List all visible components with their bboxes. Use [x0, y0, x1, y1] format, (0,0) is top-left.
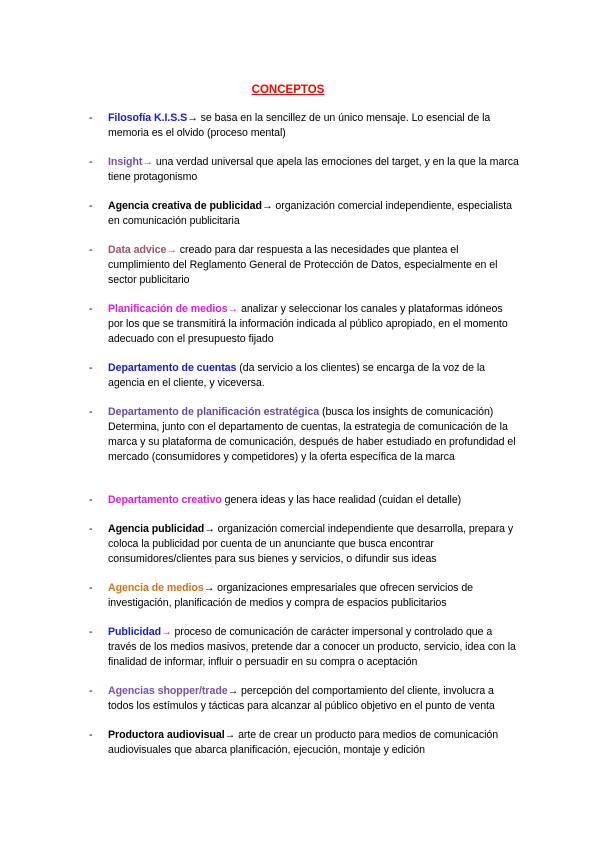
list-item	[108, 302, 520, 347]
definition-text: percepción del comportamiento del cliente, involucra a todos los estímulos y tácticas para alcanzar al público objetivo en el punto de venta	[108, 685, 495, 712]
arrow-icon: →	[227, 303, 239, 315]
arrow-icon: →	[142, 156, 153, 168]
list-item	[108, 111, 520, 141]
term-label: Publicidad	[108, 626, 162, 638]
list-item	[108, 155, 520, 185]
term-label: Departamento creativo	[108, 494, 222, 506]
list-bullet: -	[89, 156, 93, 168]
list-item	[108, 684, 520, 714]
list-item	[108, 493, 520, 508]
term-label: Productora audiovisual	[108, 729, 225, 741]
arrow-icon: →	[261, 200, 273, 212]
definition-text: arte de crear un producto para medios de comunicación audiovisuales que abarca planificación, ejecución, montaje y edición	[108, 729, 499, 756]
term-label: Insight	[108, 156, 143, 168]
page-title: CONCEPTOS	[251, 84, 325, 96]
list-bullet: -	[89, 729, 93, 741]
arrow-icon: →	[187, 112, 198, 124]
list-item	[108, 728, 520, 758]
definition-text: (da servicio a los clientes) se encarga de la voz de la agencia en el cliente, y viceversa.	[108, 362, 486, 389]
arrow-icon: →	[224, 729, 236, 741]
definition-text: (busca los insights de comunicación) Determina, junto con el departamento de cuentas, la estrategia de comunicación de la marca y su plataforma de comunicación, después de haber estudiado en profundidad el mercado (consumidores y competidores) y la oferta específica de la marca	[108, 406, 516, 463]
list-item	[108, 581, 520, 611]
list-item	[108, 243, 520, 288]
arrow-icon: →	[227, 685, 239, 697]
definition-text: creado para dar respuesta a las necesidades que plantea el cumplimiento del Reglamento General de Protección de Datos, especialmente en el sector publicitario	[108, 244, 498, 286]
list-bullet: -	[89, 582, 93, 594]
definition-text: organización comercial independiente, especialista en comunicación publicitaria	[108, 200, 512, 227]
list-bullet: -	[89, 200, 93, 212]
list-bullet: -	[89, 494, 93, 506]
term-label: Departamento de cuentas	[108, 362, 237, 374]
arrow-icon: →	[204, 523, 215, 535]
list-bullet: -	[89, 112, 93, 124]
list-bullet: -	[89, 362, 93, 374]
term-label: Agencia publicidad	[108, 523, 205, 535]
definition-text: analizar y seleccionar los canales y plataformas idóneos por los que se transmitirá la información indicada al público apropiado, en el momento adecuado con el presupuesto fijado	[108, 303, 508, 345]
definition-text: organizaciones empresariales que ofrecen servicios de investigación, planificación de medios y compra de espacios publicitarios	[108, 582, 474, 609]
term-label: Data advice	[108, 244, 167, 256]
list-bullet: -	[89, 523, 93, 535]
term-label: Agencias shopper/trade	[108, 685, 228, 697]
term-label: Agencia creativa de publicidad	[108, 200, 262, 212]
list-item	[108, 405, 520, 465]
list-item	[108, 625, 520, 670]
arrow-icon: →	[166, 244, 177, 256]
term-label: Agencia de medios	[108, 582, 204, 594]
definition-text: una verdad universal que apela las emociones del target, y en la que la marca tiene protagonismo	[108, 156, 519, 183]
list-bullet: -	[89, 626, 93, 638]
arrow-icon: →	[203, 582, 215, 594]
definition-text: proceso de comunicación de carácter impersonal y controlado que a través de los medios masivos, pretende dar a conocer un producto, servicio, idea con la finalidad de informar, influir o persuadir en su compra o aceptación	[108, 626, 516, 668]
list-bullet: -	[89, 244, 93, 256]
list-item	[108, 522, 520, 567]
term-label: Filosofía K.I.S.S	[108, 112, 188, 124]
list-bullet: -	[89, 303, 93, 315]
definition-text: organización comercial independiente que desarrolla, prepara y coloca la publicidad por cuenta de un anunciante que busca encontrar consumidores/clientes para sus bienes y servicios, o difundir sus ideas	[108, 523, 514, 565]
list-item	[108, 361, 520, 391]
list-bullet: -	[89, 406, 93, 418]
term-label: Planificación de medios	[108, 303, 228, 315]
arrow-icon: →	[161, 626, 172, 638]
list-bullet: -	[89, 685, 93, 697]
definition-text: genera ideas y las hace realidad (cuidan el detalle)	[221, 494, 462, 506]
definition-text: se basa en la sencillez de un único mensaje. Lo esencial de la memoria es el olvido (proceso mental)	[108, 112, 491, 139]
list-item	[108, 199, 520, 229]
term-label: Departamento de planificación estratégica	[108, 406, 320, 418]
